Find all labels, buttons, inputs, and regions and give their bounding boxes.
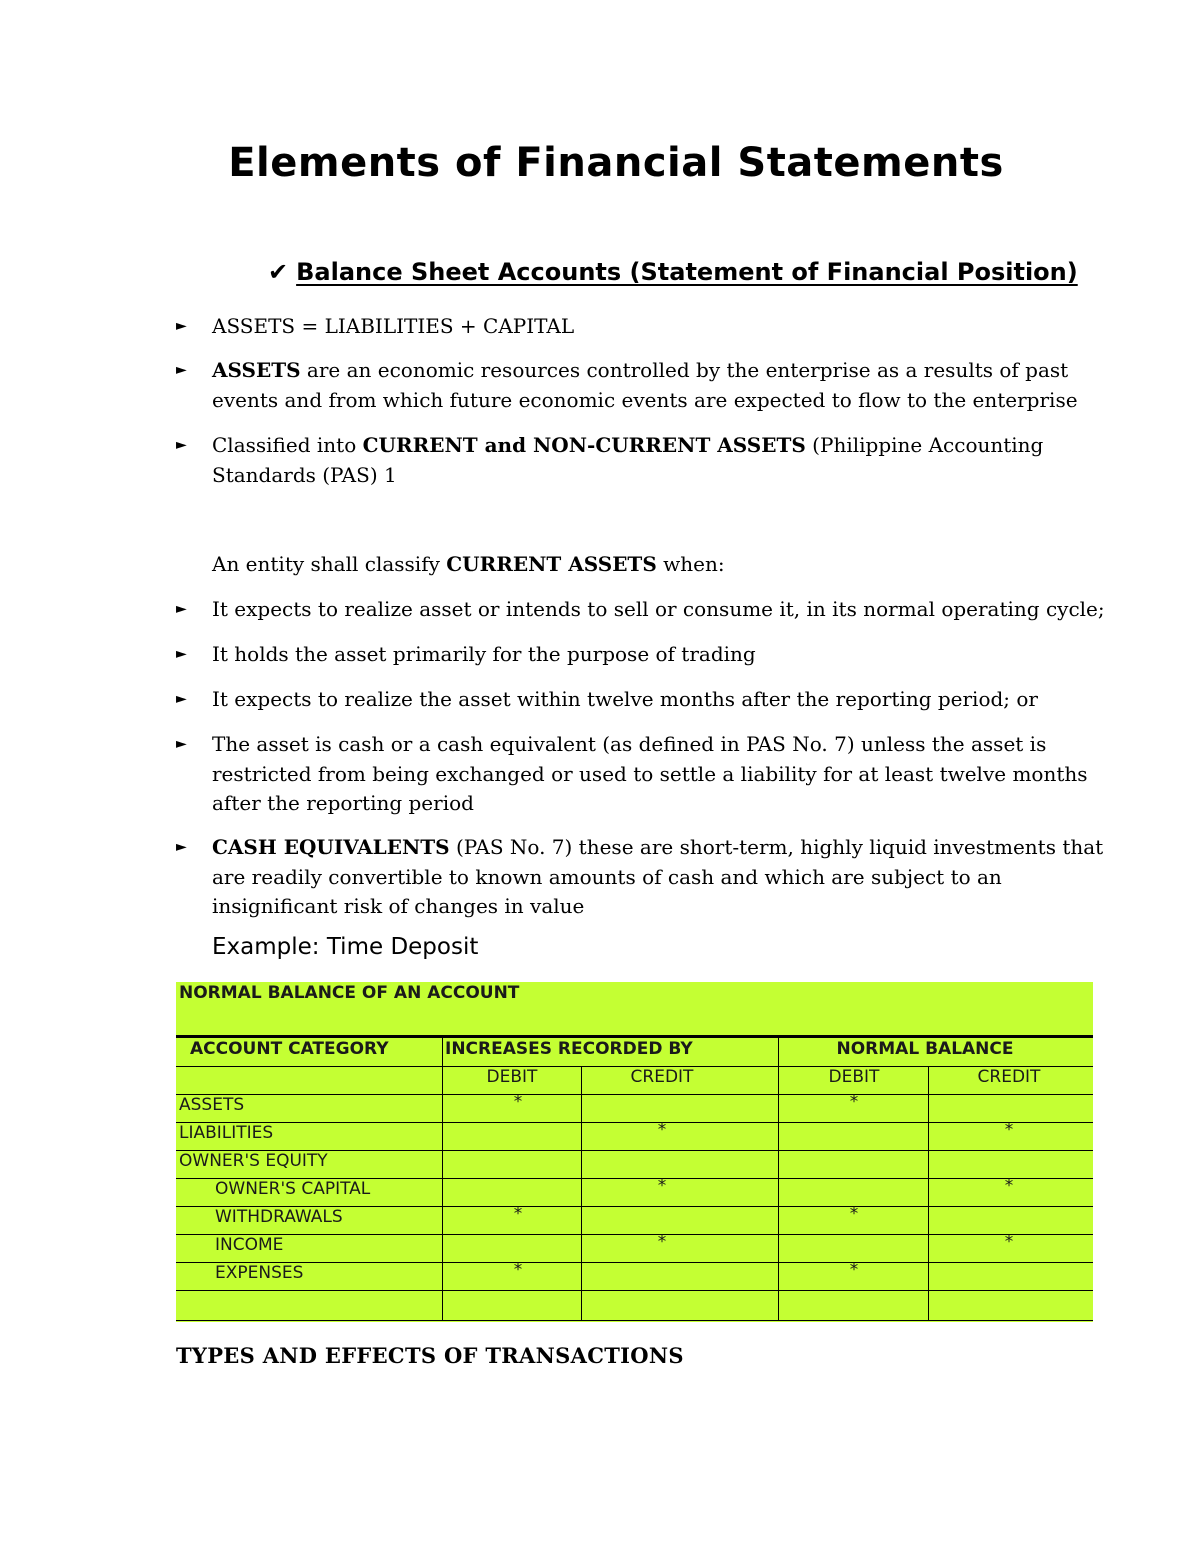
list-item-text: It holds the asset primarily for the purpose of trading: [212, 642, 756, 666]
credit-mark: *: [657, 1120, 667, 1140]
list-item-text: after the reporting period: [212, 791, 474, 815]
column-header-account-category: ACCOUNT CATEGORY: [190, 1039, 389, 1059]
row-label-assets: ASSETS: [179, 1095, 245, 1115]
triangle-bullet-icon: ►: [176, 318, 187, 334]
example-text: Example: Time Deposit: [212, 934, 479, 960]
triangle-bullet-icon: ►: [176, 437, 187, 453]
row-label-owners-capital: OWNER'S CAPITAL: [215, 1179, 371, 1199]
credit-mark: *: [657, 1176, 667, 1196]
credit-mark: *: [657, 1232, 667, 1252]
term-cash-equivalents: CASH EQUIVALENTS: [212, 835, 450, 859]
list-item-text: (PAS No. 7) these are short-term, highly liquid investments that: [449, 835, 1104, 859]
list-item-text: Standards (PAS) 1: [212, 462, 397, 487]
row-label-expenses: EXPENSES: [215, 1263, 304, 1283]
triangle-bullet-icon: ►: [176, 601, 187, 617]
page-title: Elements of Financial Statements: [228, 140, 1004, 186]
list-item-text: (Philippine Accounting: [805, 433, 1044, 457]
subheader-credit: CREDIT: [977, 1067, 1041, 1087]
term-assets: ASSETS: [212, 358, 301, 382]
credit-mark: *: [1004, 1120, 1014, 1140]
row-label-withdrawals: WITHDRAWALS: [215, 1207, 343, 1227]
debit-mark: *: [513, 1204, 523, 1224]
section-title-transactions: TYPES AND EFFECTS OF TRANSACTIONS: [176, 1343, 684, 1368]
term-current-noncurrent: CURRENT and NON-CURRENT ASSETS: [362, 433, 806, 457]
triangle-bullet-icon: ►: [176, 736, 187, 752]
debit-mark: *: [513, 1260, 523, 1280]
normal-balance-table: [176, 982, 1093, 1322]
list-item-text: are readily convertible to known amounts of cash and which are subject to an: [212, 864, 1002, 889]
table-rule: [176, 1320, 1093, 1321]
table-rule: [176, 1035, 1093, 1038]
debit-mark: *: [849, 1092, 859, 1112]
debit-mark: *: [513, 1092, 523, 1112]
triangle-bullet-icon: ►: [176, 691, 187, 707]
intro-text: An entity shall classify: [212, 552, 447, 576]
list-item-text: events and from which future economic events are expected to flow to the enterprise: [212, 387, 1078, 412]
table-title: NORMAL BALANCE OF AN ACCOUNT: [179, 983, 520, 1003]
row-label-owners-equity: OWNER'S EQUITY: [179, 1151, 328, 1171]
table-rule: [176, 1290, 1093, 1291]
section-heading-text: Balance Sheet Accounts (Statement of Financial Position): [296, 258, 1078, 286]
credit-mark: *: [1004, 1232, 1014, 1252]
list-item-text: It expects to realize asset or intends to sell or consume it, in its normal operating cycle;: [212, 597, 1105, 621]
list-item-text: It expects to realize the asset within twelve months after the reporting period; or: [212, 687, 1038, 711]
triangle-bullet-icon: ►: [176, 362, 187, 378]
subheader-credit: CREDIT: [630, 1067, 694, 1087]
list-item-text: Classified into: [212, 433, 363, 457]
credit-mark: *: [1004, 1176, 1014, 1196]
list-item-text: The asset is cash or a cash equivalent (as defined in PAS No. 7) unless the asset is: [212, 732, 1047, 756]
table-rule: [176, 1262, 1093, 1263]
list-item-text: ASSETS = LIABILITIES + CAPITAL: [212, 314, 575, 338]
subheader-debit: DEBIT: [486, 1067, 538, 1087]
row-label-liabilities: LIABILITIES: [179, 1123, 274, 1143]
row-label-income: INCOME: [215, 1235, 284, 1255]
triangle-bullet-icon: ►: [176, 646, 187, 662]
checkmark-icon: ✔: [268, 258, 289, 286]
subheader-debit: DEBIT: [828, 1067, 880, 1087]
intro-paragraph: [212, 550, 725, 580]
triangle-bullet-icon: ►: [176, 839, 187, 855]
list-item-text: are an economic resources controlled by the enterprise as a results of past: [300, 358, 1069, 382]
list-item-text: insignificant risk of changes in value: [212, 894, 585, 918]
term-current-assets: CURRENT ASSETS: [446, 552, 657, 576]
table-rule: [176, 1094, 1093, 1095]
debit-mark: *: [849, 1260, 859, 1280]
column-header-normal-balance: NORMAL BALANCE: [836, 1039, 1014, 1059]
section-heading: [268, 258, 1078, 286]
column-header-increases: INCREASES RECORDED BY: [445, 1039, 693, 1059]
debit-mark: *: [849, 1204, 859, 1224]
intro-text: when:: [656, 552, 725, 576]
list-item-text: restricted from being exchanged or used to settle a liability for at least twelve months: [212, 761, 1088, 786]
